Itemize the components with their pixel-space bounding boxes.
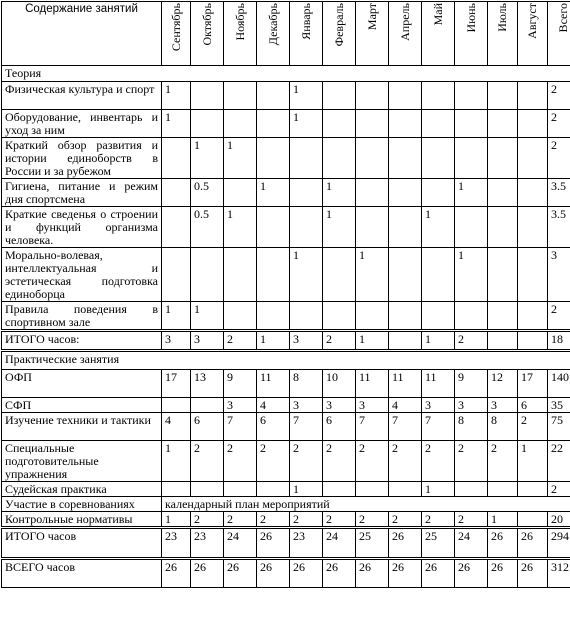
- month-cell: 3: [290, 331, 323, 351]
- month-cell: [488, 82, 518, 110]
- month-cell: 26: [162, 559, 191, 588]
- month-cell: [422, 302, 455, 331]
- month-cell: 26: [488, 528, 518, 559]
- month-cell: 6: [518, 398, 548, 413]
- month-cell: 26: [257, 559, 290, 588]
- month-cell: 25: [422, 528, 455, 559]
- month-cell: [518, 179, 548, 207]
- month-cell: [488, 248, 518, 302]
- column-header-month: Февраль: [323, 2, 356, 66]
- month-cell: [422, 82, 455, 110]
- total-cell: 2: [548, 302, 570, 331]
- table-row: [2, 370, 570, 398]
- month-cell: 1: [323, 179, 356, 207]
- row-label: Участие в соревнованиях: [2, 497, 162, 512]
- month-cell: 3: [422, 398, 455, 413]
- month-cell: [162, 398, 191, 413]
- month-cell: 2: [323, 512, 356, 528]
- month-cell: [356, 207, 389, 248]
- month-cell: 13: [191, 370, 224, 398]
- row-label: ВСЕГО часов: [2, 559, 162, 588]
- month-cell: [356, 138, 389, 179]
- month-cell: [518, 302, 548, 331]
- month-cell: [290, 179, 323, 207]
- month-cell: [356, 179, 389, 207]
- month-cell: 0.5: [191, 207, 224, 248]
- row-label: Изучение техники и тактики: [2, 413, 162, 441]
- table-row: [2, 398, 570, 413]
- column-header-month: Апрель: [389, 2, 422, 66]
- month-cell: 1: [323, 207, 356, 248]
- training-plan-table: [1, 1, 570, 588]
- row-label: Специальные подготовительные упражнения: [2, 441, 162, 482]
- month-cell: 2: [257, 441, 290, 482]
- total-cell: 140: [548, 370, 570, 398]
- month-cell: 2: [224, 512, 257, 528]
- row-label: СФП: [2, 398, 162, 413]
- month-cell: 1: [290, 248, 323, 302]
- month-cell: [488, 207, 518, 248]
- month-cell: 3: [356, 398, 389, 413]
- month-cell: 2: [518, 413, 548, 441]
- column-header-month: Январь: [290, 2, 323, 66]
- competitions-note: календарный план мероприятий: [162, 497, 570, 512]
- total-cell: 35: [548, 398, 570, 413]
- month-cell: [488, 302, 518, 331]
- month-cell: [323, 110, 356, 138]
- total-cell: 3: [548, 248, 570, 302]
- table-row: [2, 82, 570, 110]
- month-cell: [162, 482, 191, 497]
- month-cell: [389, 82, 422, 110]
- month-cell: [422, 248, 455, 302]
- month-cell: [257, 482, 290, 497]
- total-cell: 2: [548, 138, 570, 179]
- total-cell: 20: [548, 512, 570, 528]
- month-cell: 24: [323, 528, 356, 559]
- column-header-month: Ноябрь: [224, 2, 257, 66]
- month-cell: [518, 331, 548, 351]
- month-cell: 1: [488, 512, 518, 528]
- month-cell: 3: [162, 331, 191, 351]
- header-row: [2, 2, 570, 66]
- section-header-row: [2, 351, 570, 370]
- month-cell: 26: [518, 559, 548, 588]
- month-cell: [518, 207, 548, 248]
- month-cell: 7: [422, 413, 455, 441]
- month-cell: [290, 302, 323, 331]
- month-cell: [389, 207, 422, 248]
- month-cell: 26: [224, 559, 257, 588]
- row-label: ИТОГО часов: [2, 528, 162, 559]
- month-cell: [389, 179, 422, 207]
- month-cell: 25: [356, 528, 389, 559]
- month-cell: [422, 179, 455, 207]
- row-label: Физическая культура и спорт: [2, 82, 162, 110]
- month-cell: [422, 110, 455, 138]
- month-cell: 26: [389, 559, 422, 588]
- month-cell: 1: [191, 302, 224, 331]
- column-header-month: Декабрь: [257, 2, 290, 66]
- month-cell: 24: [455, 528, 488, 559]
- month-cell: 26: [290, 559, 323, 588]
- month-cell: 7: [290, 413, 323, 441]
- month-cell: [257, 82, 290, 110]
- month-cell: 1: [257, 179, 290, 207]
- month-cell: 4: [389, 398, 422, 413]
- month-cell: 1: [224, 138, 257, 179]
- month-cell: 1: [290, 110, 323, 138]
- total-cell: 18: [548, 331, 570, 351]
- row-label: Краткие сведенья о строении и функций организма человека.: [2, 207, 162, 248]
- month-cell: 9: [224, 370, 257, 398]
- table-row: [2, 441, 570, 482]
- section-label: Практические занятия: [2, 351, 570, 370]
- month-cell: [518, 110, 548, 138]
- month-cell: [257, 302, 290, 331]
- month-cell: 12: [488, 370, 518, 398]
- month-cell: [389, 110, 422, 138]
- month-cell: [518, 248, 548, 302]
- section-label: Теория: [2, 66, 570, 82]
- month-cell: [488, 331, 518, 351]
- month-cell: [257, 207, 290, 248]
- month-cell: 26: [356, 559, 389, 588]
- month-cell: 2: [389, 512, 422, 528]
- month-cell: 26: [389, 528, 422, 559]
- month-cell: [422, 138, 455, 179]
- month-cell: 11: [257, 370, 290, 398]
- month-cell: [488, 110, 518, 138]
- row-label: ИТОГО часов:: [2, 331, 162, 351]
- month-cell: 2: [422, 441, 455, 482]
- total-cell: 22: [548, 441, 570, 482]
- row-label: Контрольные нормативы: [2, 512, 162, 528]
- month-cell: [290, 207, 323, 248]
- month-cell: 10: [323, 370, 356, 398]
- month-cell: [455, 482, 488, 497]
- column-header-month: Август: [518, 2, 548, 66]
- month-cell: [191, 82, 224, 110]
- month-cell: [488, 138, 518, 179]
- month-cell: 3: [290, 398, 323, 413]
- competitions-row: [2, 497, 570, 512]
- total-cell: 2: [548, 110, 570, 138]
- month-cell: [323, 138, 356, 179]
- total-cell: 3.5: [548, 207, 570, 248]
- month-cell: [455, 302, 488, 331]
- column-header-month: Март: [356, 2, 389, 66]
- month-cell: 2: [224, 331, 257, 351]
- column-header-month: Сентябрь: [162, 2, 191, 66]
- table-row: [2, 207, 570, 248]
- month-cell: 7: [224, 413, 257, 441]
- month-cell: 8: [488, 413, 518, 441]
- table-row: [2, 179, 570, 207]
- month-cell: 11: [356, 370, 389, 398]
- month-cell: [356, 110, 389, 138]
- month-cell: 2: [290, 441, 323, 482]
- row-label: Морально-волевая, интеллектуальная и эстетическая подготовка единоборца: [2, 248, 162, 302]
- month-cell: [356, 302, 389, 331]
- grand-total-row: [2, 559, 570, 588]
- total-cell: 75: [548, 413, 570, 441]
- month-cell: 7: [356, 413, 389, 441]
- month-cell: [518, 512, 548, 528]
- month-cell: [323, 482, 356, 497]
- month-cell: 2: [191, 512, 224, 528]
- month-cell: 2: [356, 512, 389, 528]
- month-cell: 23: [162, 528, 191, 559]
- month-cell: 24: [224, 528, 257, 559]
- month-cell: 1: [518, 441, 548, 482]
- month-cell: [455, 138, 488, 179]
- month-cell: [389, 248, 422, 302]
- month-cell: [389, 138, 422, 179]
- row-label: Краткий обзор развития и истории единоборств в России и за рубежом: [2, 138, 162, 179]
- column-header-month: Октябрь: [191, 2, 224, 66]
- month-cell: [488, 482, 518, 497]
- month-cell: [518, 482, 548, 497]
- month-cell: 7: [389, 413, 422, 441]
- month-cell: [257, 110, 290, 138]
- month-cell: 26: [488, 559, 518, 588]
- month-cell: 1: [257, 331, 290, 351]
- table-row: [2, 302, 570, 331]
- row-label: Правила поведения в спортивном зале: [2, 302, 162, 331]
- total-cell: 2: [548, 482, 570, 497]
- column-header-month: Май: [422, 2, 455, 66]
- table-row: [2, 413, 570, 441]
- month-cell: 2: [191, 441, 224, 482]
- subtotal-row: [2, 331, 570, 351]
- month-cell: [455, 82, 488, 110]
- month-cell: 2: [488, 441, 518, 482]
- month-cell: [518, 138, 548, 179]
- month-cell: 1: [224, 207, 257, 248]
- month-cell: 4: [162, 413, 191, 441]
- month-cell: 6: [323, 413, 356, 441]
- month-cell: 1: [162, 302, 191, 331]
- row-label: Судейская практика: [2, 482, 162, 497]
- month-cell: 2: [422, 512, 455, 528]
- month-cell: [356, 82, 389, 110]
- month-cell: [191, 398, 224, 413]
- month-cell: [389, 331, 422, 351]
- month-cell: 11: [389, 370, 422, 398]
- month-cell: [488, 179, 518, 207]
- month-cell: [290, 138, 323, 179]
- month-cell: 2: [290, 512, 323, 528]
- month-cell: [257, 248, 290, 302]
- month-cell: [191, 248, 224, 302]
- row-label: ОФП: [2, 370, 162, 398]
- subtotal-row: [2, 528, 570, 559]
- month-cell: 1: [422, 207, 455, 248]
- month-cell: [389, 302, 422, 331]
- month-cell: 26: [191, 559, 224, 588]
- month-cell: 1: [162, 110, 191, 138]
- month-cell: 2: [323, 441, 356, 482]
- month-cell: 2: [257, 512, 290, 528]
- month-cell: 23: [290, 528, 323, 559]
- month-cell: [224, 110, 257, 138]
- month-cell: 26: [518, 528, 548, 559]
- month-cell: [455, 110, 488, 138]
- month-cell: 1: [162, 512, 191, 528]
- month-cell: 26: [257, 528, 290, 559]
- month-cell: 3: [224, 398, 257, 413]
- month-cell: 26: [455, 559, 488, 588]
- month-cell: 1: [162, 82, 191, 110]
- month-cell: [224, 482, 257, 497]
- column-header-month: Июль: [488, 2, 518, 66]
- month-cell: 6: [257, 413, 290, 441]
- month-cell: 8: [455, 413, 488, 441]
- column-header-content: Содержание занятий: [2, 2, 162, 66]
- month-cell: [191, 110, 224, 138]
- month-cell: 6: [191, 413, 224, 441]
- month-cell: [162, 138, 191, 179]
- month-cell: 1: [290, 482, 323, 497]
- month-cell: [323, 248, 356, 302]
- month-cell: [323, 302, 356, 331]
- month-cell: 3: [323, 398, 356, 413]
- month-cell: [224, 82, 257, 110]
- month-cell: 2: [323, 331, 356, 351]
- month-cell: [224, 302, 257, 331]
- month-cell: 1: [422, 331, 455, 351]
- month-cell: 17: [162, 370, 191, 398]
- month-cell: 3: [488, 398, 518, 413]
- month-cell: 1: [191, 138, 224, 179]
- month-cell: 26: [323, 559, 356, 588]
- column-header-total: Всего: [548, 2, 570, 66]
- month-cell: 8: [290, 370, 323, 398]
- month-cell: 26: [422, 559, 455, 588]
- month-cell: [518, 82, 548, 110]
- section-header-row: [2, 66, 570, 82]
- month-cell: 9: [455, 370, 488, 398]
- month-cell: 4: [257, 398, 290, 413]
- table-row: [2, 512, 570, 528]
- month-cell: 1: [356, 331, 389, 351]
- column-header-month: Июнь: [455, 2, 488, 66]
- month-cell: [224, 248, 257, 302]
- month-cell: 17: [518, 370, 548, 398]
- total-cell: 3.5: [548, 179, 570, 207]
- month-cell: 2: [356, 441, 389, 482]
- month-cell: 11: [422, 370, 455, 398]
- table-row: [2, 138, 570, 179]
- month-cell: [455, 207, 488, 248]
- month-cell: 2: [389, 441, 422, 482]
- row-label: Гигиена, питание и режим дня спортсмена: [2, 179, 162, 207]
- month-cell: 1: [162, 441, 191, 482]
- month-cell: [162, 179, 191, 207]
- month-cell: 2: [455, 441, 488, 482]
- table-row: [2, 482, 570, 497]
- month-cell: 3: [191, 331, 224, 351]
- month-cell: [323, 82, 356, 110]
- month-cell: [356, 482, 389, 497]
- month-cell: [162, 248, 191, 302]
- total-cell: 294: [548, 528, 570, 559]
- table-row: [2, 248, 570, 302]
- month-cell: 2: [224, 441, 257, 482]
- total-cell: 312: [548, 559, 570, 588]
- month-cell: 3: [455, 398, 488, 413]
- month-cell: 1: [356, 248, 389, 302]
- total-cell: 2: [548, 82, 570, 110]
- month-cell: [389, 482, 422, 497]
- month-cell: 1: [290, 82, 323, 110]
- month-cell: 1: [422, 482, 455, 497]
- month-cell: [191, 482, 224, 497]
- month-cell: [162, 207, 191, 248]
- month-cell: [257, 138, 290, 179]
- row-label: Оборудование, инвентарь и уход за ним: [2, 110, 162, 138]
- month-cell: 0.5: [191, 179, 224, 207]
- month-cell: 1: [455, 248, 488, 302]
- month-cell: 1: [455, 179, 488, 207]
- month-cell: 2: [455, 512, 488, 528]
- month-cell: 23: [191, 528, 224, 559]
- month-cell: 2: [455, 331, 488, 351]
- table-row: [2, 110, 570, 138]
- month-cell: [224, 179, 257, 207]
